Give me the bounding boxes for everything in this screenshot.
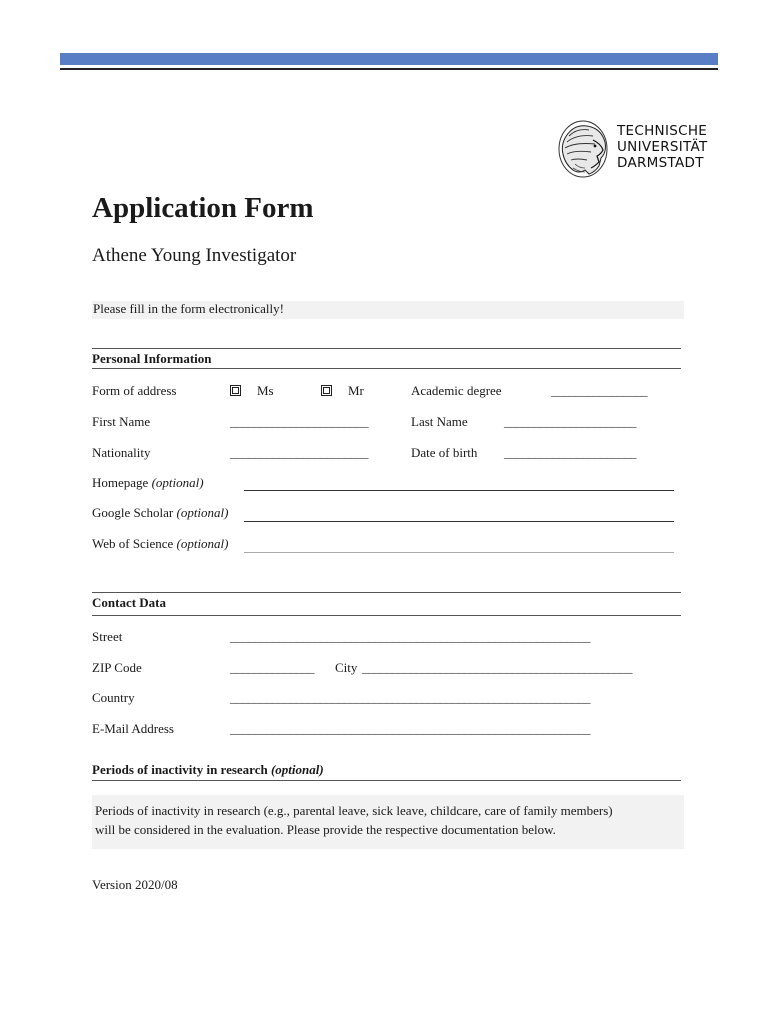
last-name-field[interactable]: ______________________ — [504, 414, 636, 429]
date-of-birth-label: Date of birth — [411, 445, 478, 460]
city-field[interactable]: _____________________________________________ — [362, 660, 632, 675]
logo-line-2: UNIVERSITÄT — [617, 139, 708, 155]
inactivity-rule — [92, 780, 681, 781]
email-field[interactable]: ____________________________________________________________ — [230, 721, 590, 736]
mr-checkbox[interactable] — [321, 385, 332, 396]
city-label: City — [335, 660, 358, 675]
inactivity-info-box — [92, 795, 684, 849]
nationality-field[interactable]: _______________________ — [230, 445, 368, 460]
nationality-label: Nationality — [92, 445, 151, 460]
athene-seal-icon — [555, 118, 611, 180]
ms-checkbox[interactable] — [230, 385, 241, 396]
inactivity-text-line-1: Periods of inactivity in research (e.g., parental leave, sick leave, childcare, care of family members) — [95, 803, 613, 818]
first-name-label: First Name — [92, 414, 151, 429]
country-label: Country — [92, 690, 135, 705]
fill-note: Please fill in the form electronically! — [92, 301, 684, 319]
version-label: Version 2020/08 — [92, 877, 178, 892]
header-rule — [60, 68, 718, 70]
contact-rule-top — [92, 592, 681, 593]
street-label: Street — [92, 629, 123, 644]
logo-line-3: DARMSTADT — [617, 155, 704, 171]
web-of-science-label: Web of Science (optional) — [92, 536, 229, 551]
homepage-field[interactable] — [244, 490, 674, 491]
university-logo — [555, 118, 720, 180]
country-field[interactable]: ____________________________________________________________ — [230, 690, 590, 705]
ms-label: Ms — [257, 383, 274, 398]
google-scholar-label: Google Scholar (optional) — [92, 505, 229, 520]
page-title: Application Form — [92, 192, 314, 224]
academic-degree-field[interactable]: ________________ — [551, 383, 647, 398]
first-name-field[interactable]: _______________________ — [230, 414, 368, 429]
web-of-science-field[interactable] — [244, 552, 674, 553]
homepage-label: Homepage (optional) — [92, 475, 204, 490]
form-of-address-label: Form of address — [92, 383, 177, 398]
section-rule-top — [92, 348, 681, 349]
academic-degree-label: Academic degree — [411, 383, 502, 398]
page-subtitle: Athene Young Investigator — [92, 245, 297, 266]
personal-info-heading: Personal Information — [92, 351, 212, 366]
street-field[interactable]: ____________________________________________________________ — [230, 629, 590, 644]
last-name-label: Last Name — [411, 414, 468, 429]
inactivity-text-line-2: will be considered in the evaluation. Please provide the respective documentation below. — [95, 822, 556, 837]
email-label: E-Mail Address — [92, 721, 174, 736]
section-rule-bottom — [92, 368, 681, 369]
google-scholar-field[interactable] — [244, 521, 674, 522]
logo-line-1: TECHNISCHE — [617, 123, 708, 139]
date-of-birth-field[interactable]: ______________________ — [504, 445, 636, 460]
contact-data-heading: Contact Data — [92, 595, 167, 610]
zip-code-label: ZIP Code — [92, 660, 142, 675]
mr-label: Mr — [348, 383, 364, 398]
zip-code-field[interactable]: ______________ — [230, 660, 314, 675]
contact-rule-bottom — [92, 615, 681, 616]
inactivity-heading: Periods of inactivity in research (optional) — [92, 762, 324, 777]
header-color-bar — [60, 53, 718, 65]
